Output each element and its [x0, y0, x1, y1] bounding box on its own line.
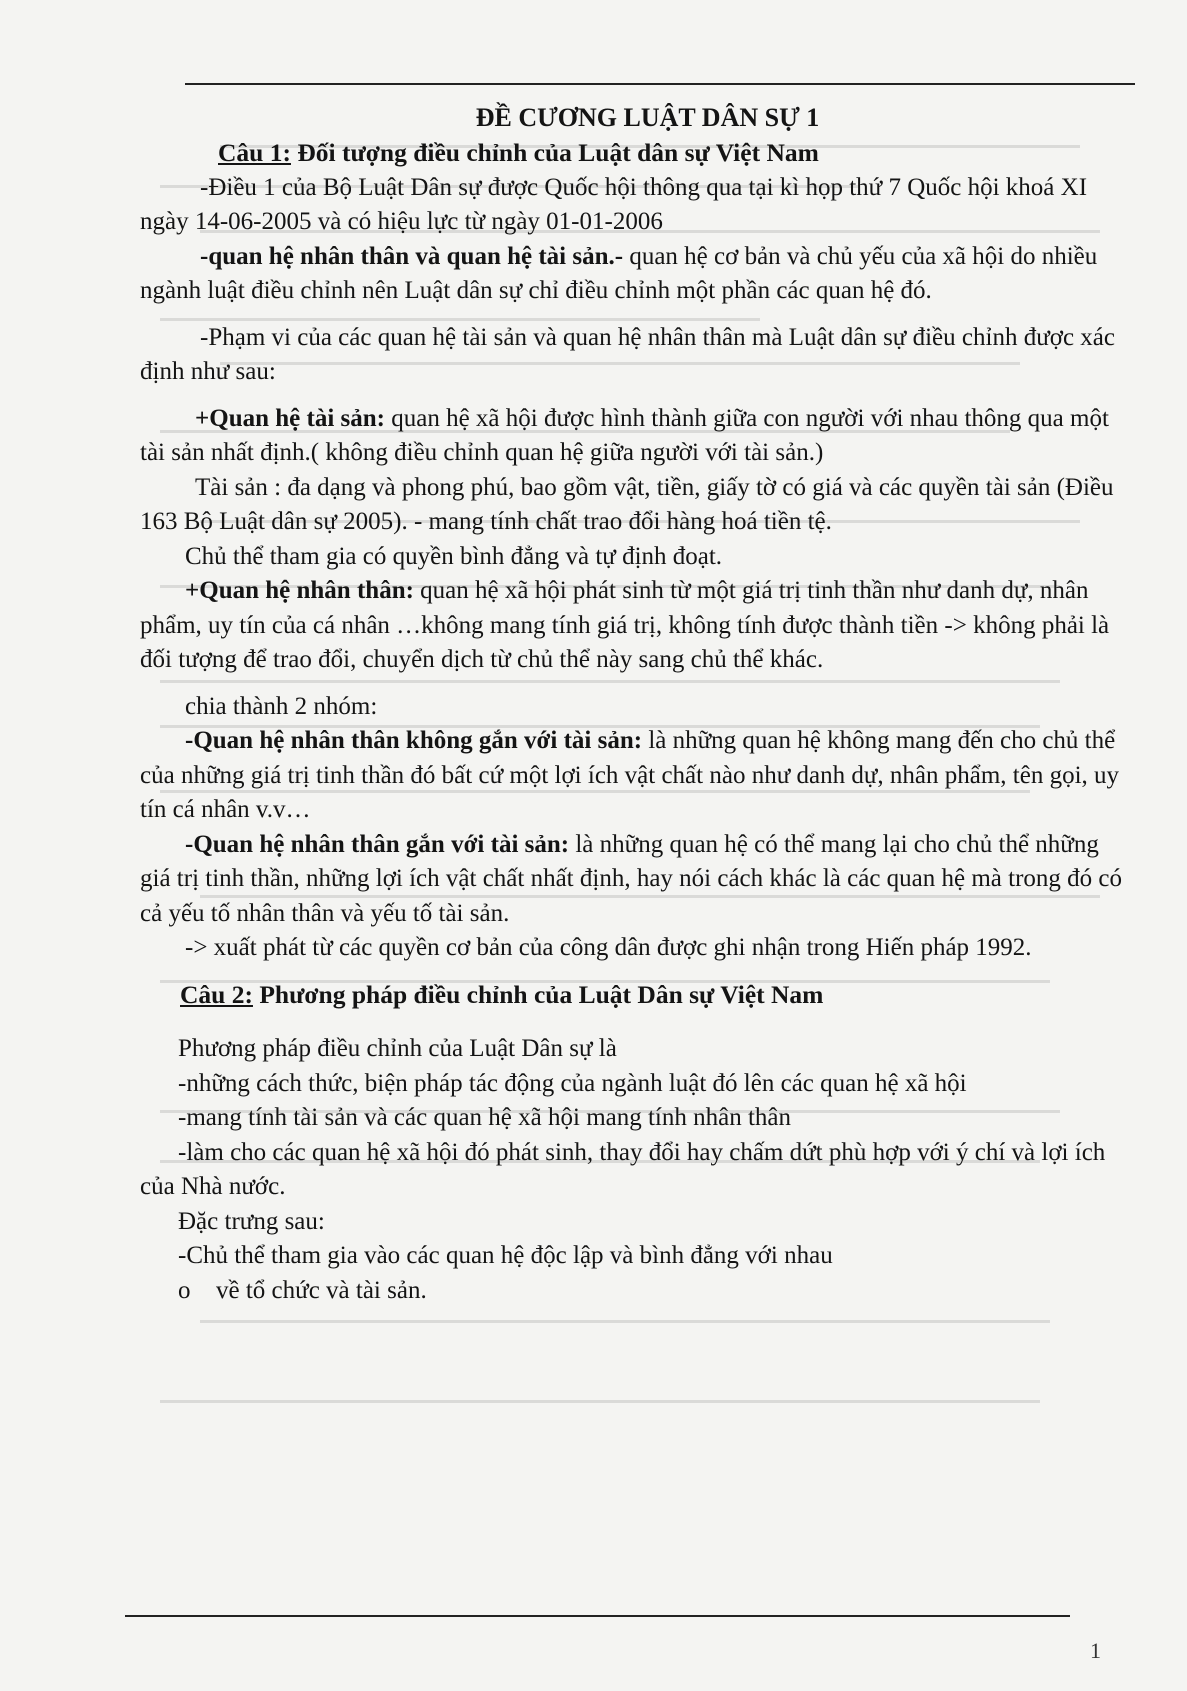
q1-p9-bold: -Quan hệ nhân thân không gắn với tài sản: — [185, 727, 643, 754]
document-title: ĐỀ CƯƠNG LUẬT DÂN SỰ 1 — [475, 103, 820, 132]
q1-paragraph-8: chia thành 2 nhóm: — [185, 692, 378, 720]
q2-paragraph-3: -mang tính tài sản và các quan hệ xã hội mang tính nhân thân — [178, 1104, 792, 1131]
question-1-heading — [140, 136, 1135, 171]
q1-p2-text: quan hệ cơ bản và chủ yếu của xã hội do nhiều ngành luật điều chỉnh nên Luật dân sự chỉ điều chỉnh một phần các quan hệ đó. — [140, 242, 1098, 304]
q1-p4-text: quan hệ xã hội được hình thành giữa con người với nhau thông qua một tài sản nhất định.( không điều chỉnh quan hệ giữa người với tài sản.) — [140, 404, 1109, 466]
q1-p7-bold: +Quan hệ nhân thân: — [185, 577, 414, 604]
q2-paragraph-6: -Chủ thể tham gia vào các quan hệ độc lập và bình đẳng với nhau — [178, 1242, 833, 1269]
document-body — [140, 100, 1135, 1308]
spacer — [140, 678, 1135, 690]
question-1-title: Đối tượng điều chỉnh của Luật dân sự Việt Nam — [290, 138, 819, 167]
spacer — [140, 390, 1135, 402]
q1-paragraph-10 — [140, 828, 1135, 932]
spacer — [140, 966, 1135, 978]
q2-paragraph-5: Đặc trưng sau: — [178, 1207, 325, 1235]
q1-p9-text: là những quan hệ không mang đến cho chủ thể của những giá trị tinh thần đó bất cứ một lợi ích vật chất nào như danh dự, nhân phẩm, tên gọi, uy tín cá nhân v.v… — [140, 727, 1120, 823]
page-number: 1 — [1090, 1638, 1101, 1663]
q2-paragraph-2: -những cách thức, biện pháp tác động của ngành luật đó lên các quan hệ xã hội — [178, 1069, 967, 1097]
q2-paragraph-1: Phương pháp điều chỉnh của Luật Dân sự là — [178, 1035, 617, 1062]
question-2-number: Câu 2: — [180, 979, 253, 1009]
q1-paragraph-2 — [140, 240, 1135, 309]
q1-paragraph-11: -> xuất phát từ các quyền cơ bản của công dân được ghi nhận trong Hiến pháp 1992. — [185, 934, 1032, 961]
spacer — [140, 309, 1135, 321]
q2-paragraph-7: về tổ chức và tài sản. — [216, 1276, 427, 1304]
q2-paragraph-4: -làm cho các quan hệ xã hội đó phát sinh, thay đổi hay chấm dứt phù hợp với ý chí và lợi ích của Nhà nước. — [140, 1138, 1106, 1200]
q1-p10-text: là những quan hệ có thể mang lại cho chủ thể những giá trị tinh thần, những lợi ích vật chất nhất định, hay nói cách khác là các quan hệ mà trong đó có cả yếu tố nhân thân và yếu tố tài sản. — [140, 830, 1123, 927]
spacer — [140, 1012, 1135, 1032]
q1-paragraph-9 — [140, 724, 1135, 828]
q1-paragraph-7 — [140, 574, 1135, 678]
q1-p4-bold: +Quan hệ tài sản: — [195, 404, 385, 432]
q1-paragraph-4 — [140, 402, 1135, 471]
q1-p7-text: quan hệ xã hội phát sinh từ một giá trị tinh thần như danh dự, nhân phẩm, uy tín của cá nhân …không mang tính giá trị, không tính được thành tiền -> không phải là đối tượng để trao đổi, chuyển dịch từ chủ thể này sang chủ thể khác. — [140, 577, 1110, 673]
q1-paragraph-1: -Điều 1 của Bộ Luật Dân sự được Quốc hội thông qua tại kì họp thứ 7 Quốc hội khoá XI ngày 14-06-2005 và có hiệu lực từ ngày 01-01-2006 — [140, 173, 1088, 235]
bullet-circle-icon: o — [178, 1276, 191, 1304]
q2-bullet-item — [140, 1274, 1135, 1309]
q1-paragraph-6: Chủ thể tham gia có quyền bình đẳng và tự định đoạt. — [185, 542, 723, 570]
question-1-number: Câu 1: — [218, 138, 291, 167]
q1-paragraph-3: -Phạm vi của các quan hệ tài sản và quan hệ nhân thân mà Luật dân sự điều chỉnh được xác định như sau: — [140, 323, 1116, 385]
question-2-title: Phương pháp điều chỉnh của Luật Dân sự Việt Nam — [252, 979, 824, 1009]
header-rule — [185, 83, 1135, 85]
question-2-heading — [140, 978, 1135, 1013]
q1-p10-bold: -Quan hệ nhân thân gắn với tài sản: — [185, 830, 570, 858]
q1-p2-bold: -quan hệ nhân thân và quan hệ tài sản.- — [200, 242, 624, 270]
q1-paragraph-5: Tài sản : đa dạng và phong phú, bao gồm vật, tiền, giấy tờ có giá và các quyền tài sản (Điều 163 Bộ Luật dân sự 2005). - mang tính chất trao đổi hàng hoá tiền tệ. — [140, 473, 1114, 535]
footer-rule — [125, 1615, 1070, 1617]
